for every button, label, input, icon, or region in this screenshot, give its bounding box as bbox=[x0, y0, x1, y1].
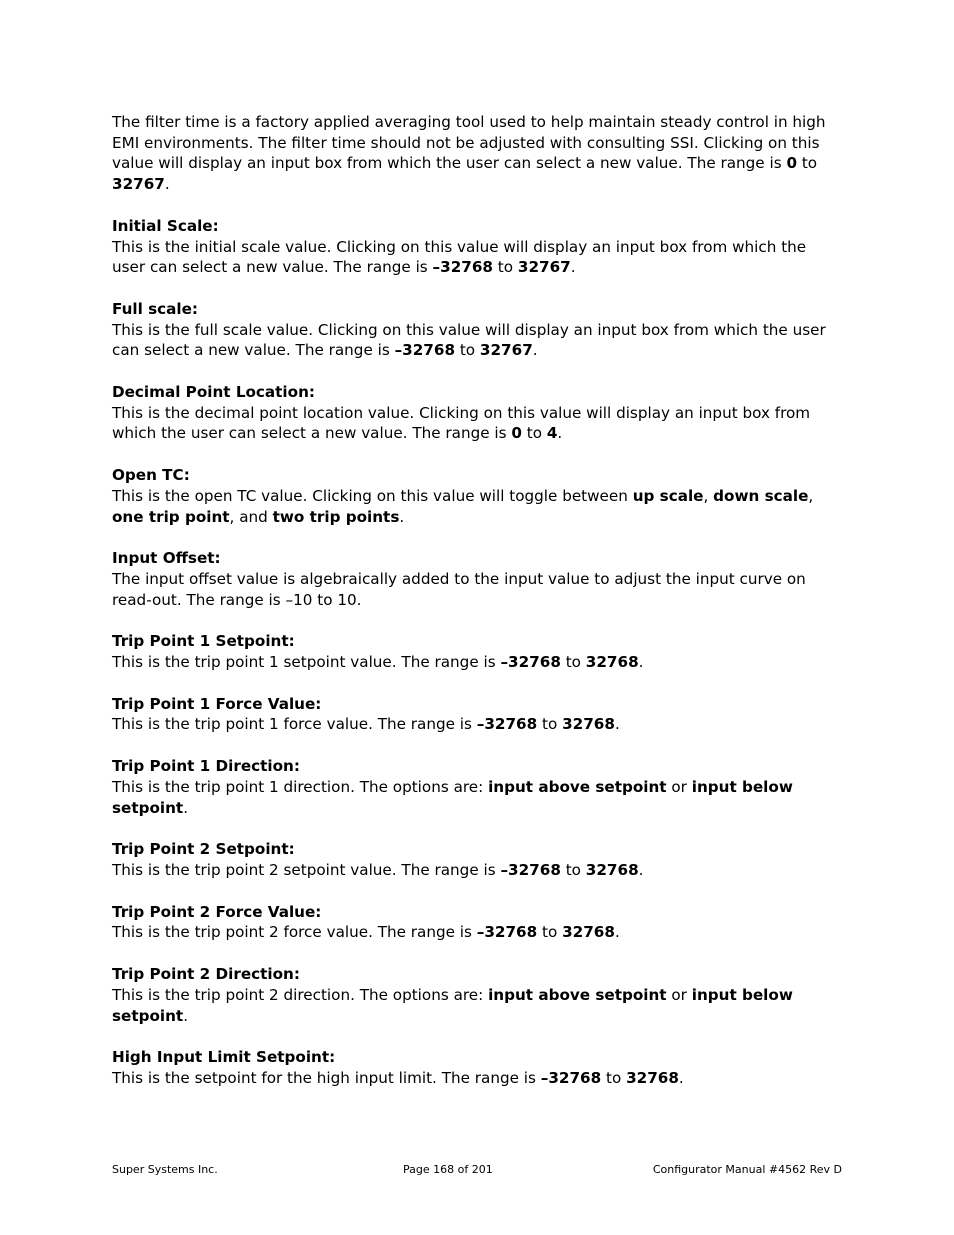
emphasis-text: –32768 bbox=[540, 1068, 602, 1087]
emphasis-text: input below setpoint bbox=[112, 985, 793, 1025]
parameter-section bbox=[112, 631, 842, 672]
emphasis-text: 32768 bbox=[562, 923, 615, 942]
emphasis-text: input below setpoint bbox=[112, 777, 793, 817]
parameter-section bbox=[112, 839, 842, 880]
text-run: . bbox=[614, 923, 620, 942]
text-run: This is the full scale value. Clicking on this value will display an input box from which the user can select a new value. The range is bbox=[112, 320, 826, 360]
emphasis-text: –32768 bbox=[500, 860, 561, 879]
text-run: to bbox=[455, 341, 480, 360]
text-run: This is the decimal point location value. Clicking on this value will display an input box from which the user can select a new value. The range is bbox=[112, 403, 811, 443]
page-content bbox=[112, 112, 842, 1110]
parameter-section bbox=[112, 382, 842, 444]
parameter-description bbox=[112, 652, 842, 673]
parameter-description bbox=[112, 403, 842, 444]
page-footer bbox=[112, 1162, 842, 1178]
parameter-heading: Trip Point 1 Setpoint: bbox=[112, 632, 295, 651]
parameter-section bbox=[112, 902, 842, 943]
emphasis-text: 32767 bbox=[479, 341, 533, 360]
text-run: , and bbox=[229, 507, 273, 526]
parameter-heading: Input Offset: bbox=[112, 549, 221, 568]
emphasis-text: –32768 bbox=[476, 715, 538, 734]
text-run: This is the trip point 2 direction. The options are: bbox=[112, 985, 489, 1004]
parameter-section bbox=[112, 548, 842, 610]
footer-company: Super Systems Inc. bbox=[112, 1163, 218, 1176]
emphasis-text: 4 bbox=[546, 424, 558, 443]
text-run: . bbox=[532, 341, 538, 360]
emphasis-text: input above setpoint bbox=[488, 777, 667, 796]
text-run: This is the trip point 1 setpoint value. The range is bbox=[112, 653, 501, 672]
emphasis-text: 32767 bbox=[112, 175, 165, 194]
emphasis-text: 32768 bbox=[626, 1068, 679, 1087]
parameter-section bbox=[112, 756, 842, 818]
emphasis-text: –32768 bbox=[476, 923, 538, 942]
text-run: This is the setpoint for the high input limit. The range is bbox=[112, 1068, 541, 1087]
text-run: to bbox=[492, 258, 518, 277]
emphasis-text: down scale bbox=[713, 486, 809, 505]
text-run: . bbox=[614, 715, 620, 734]
parameter-description bbox=[112, 569, 842, 610]
text-run: to bbox=[601, 1068, 627, 1087]
text-run: The input offset value is algebraically added to the input value to adjust the input curve on read-out. The range is –10 to 10. bbox=[112, 569, 806, 609]
parameter-heading: Decimal Point Location: bbox=[112, 383, 315, 402]
emphasis-text: one trip point bbox=[112, 507, 230, 526]
parameter-heading: Trip Point 1 Direction: bbox=[112, 757, 300, 776]
text-run: . bbox=[164, 175, 170, 194]
text-run: . bbox=[638, 653, 644, 672]
parameter-heading: Trip Point 2 Setpoint: bbox=[112, 840, 295, 859]
text-run: . bbox=[183, 798, 189, 817]
parameter-section bbox=[112, 1047, 842, 1088]
parameter-heading: Trip Point 1 Force Value: bbox=[112, 694, 322, 713]
footer-document-title: Configurator Manual #4562 Rev D bbox=[652, 1163, 842, 1176]
parameter-section bbox=[112, 216, 842, 278]
parameter-description bbox=[112, 985, 842, 1026]
text-run: . bbox=[638, 860, 644, 879]
text-run: to bbox=[560, 860, 586, 879]
emphasis-text: two trip points bbox=[272, 507, 400, 526]
emphasis-text: –32768 bbox=[432, 258, 493, 277]
intro-paragraph bbox=[112, 112, 842, 195]
parameter-heading: Trip Point 2 Force Value: bbox=[112, 902, 322, 921]
parameter-description bbox=[112, 714, 842, 735]
text-run: The filter time is a factory applied averaging tool used to help maintain steady control in high EMI environments. The filter time should not be adjusted with consulting SSI. Clicking on this value will display an input box from which the user can select a new value. The range is bbox=[112, 113, 826, 173]
parameter-heading: Initial Scale: bbox=[112, 216, 219, 235]
text-run: or bbox=[666, 777, 692, 796]
emphasis-text: –32768 bbox=[394, 341, 456, 360]
parameter-description bbox=[112, 320, 842, 361]
text-run: . bbox=[678, 1068, 684, 1087]
text-run: . bbox=[183, 1006, 189, 1025]
text-run: to bbox=[537, 715, 563, 734]
parameter-heading: Open TC: bbox=[112, 466, 190, 485]
text-run: , bbox=[703, 486, 714, 505]
emphasis-text: 32768 bbox=[585, 653, 639, 672]
text-run: or bbox=[666, 985, 692, 1004]
emphasis-text: –32768 bbox=[500, 653, 561, 672]
text-run: . bbox=[570, 258, 576, 277]
parameter-heading: High Input Limit Setpoint: bbox=[112, 1048, 336, 1067]
parameter-description bbox=[112, 777, 842, 818]
emphasis-text: 32768 bbox=[562, 715, 615, 734]
text-run: This is the trip point 1 direction. The options are: bbox=[112, 777, 489, 796]
emphasis-text: 0 bbox=[786, 154, 798, 173]
text-run: , bbox=[808, 486, 814, 505]
emphasis-text: 0 bbox=[511, 424, 522, 443]
text-run: to bbox=[560, 653, 586, 672]
text-run: This is the trip point 2 setpoint value. The range is bbox=[112, 860, 501, 879]
text-run: This is the trip point 1 force value. The range is bbox=[112, 715, 477, 734]
parameter-description bbox=[112, 1068, 842, 1089]
text-run: to bbox=[797, 154, 818, 173]
text-run: This is the open TC value. Clicking on this value will toggle between bbox=[112, 486, 633, 505]
text-run: . bbox=[399, 507, 405, 526]
emphasis-text: 32767 bbox=[517, 258, 571, 277]
text-run: This is the initial scale value. Clicking on this value will display an input box from which the user can select a new value. The range is bbox=[112, 237, 807, 277]
parameter-description bbox=[112, 922, 842, 943]
text-run: This is the trip point 2 force value. The range is bbox=[112, 923, 477, 942]
emphasis-text: 32768 bbox=[585, 860, 639, 879]
parameter-description bbox=[112, 237, 842, 278]
parameter-section bbox=[112, 694, 842, 735]
text-run: to bbox=[521, 424, 547, 443]
parameter-section bbox=[112, 465, 842, 527]
parameter-section bbox=[112, 964, 842, 1026]
parameter-description bbox=[112, 860, 842, 881]
parameter-section bbox=[112, 299, 842, 361]
sections-container bbox=[112, 216, 842, 1089]
emphasis-text: input above setpoint bbox=[488, 985, 667, 1004]
parameter-heading: Full scale: bbox=[112, 299, 199, 318]
text-run: . bbox=[557, 424, 563, 443]
parameter-heading: Trip Point 2 Direction: bbox=[112, 965, 300, 984]
text-run: to bbox=[537, 923, 563, 942]
footer-page-number: Page 168 of 201 bbox=[403, 1163, 493, 1176]
parameter-description bbox=[112, 486, 842, 527]
emphasis-text: up scale bbox=[632, 486, 704, 505]
